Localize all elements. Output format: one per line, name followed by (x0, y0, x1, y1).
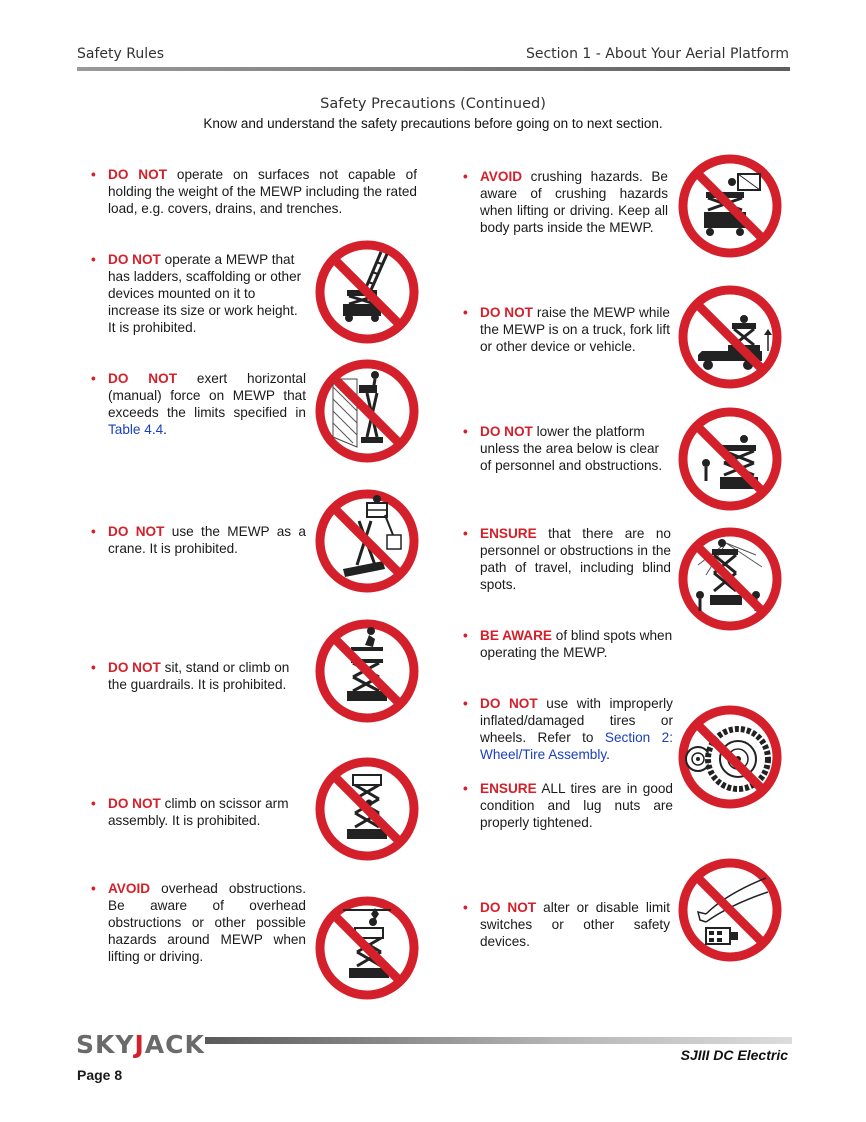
keyword: DO NOT (108, 252, 161, 267)
keyword: DO NOT (480, 900, 537, 915)
item-text: sit, stand or climb on the guardrails. It is prohibited. (108, 660, 290, 692)
travel-path-icon (676, 525, 784, 633)
left-item-ladders (91, 251, 306, 336)
header-left: Safety Rules (77, 46, 165, 62)
keyword: AVOID (108, 881, 151, 896)
bullet: • (91, 660, 96, 675)
damaged-tire-icon (676, 703, 784, 811)
bullet: • (463, 305, 468, 320)
item-text: that there are no personnel or obstructions in the path of travel, including blind spots. (480, 526, 671, 592)
table-link[interactable]: Table 4.4 (108, 422, 164, 437)
logo-part-2: J (134, 1030, 145, 1059)
keyword: DO NOT (480, 696, 538, 711)
item-text-end: . (606, 747, 610, 762)
item-text: climb on scissor arm assembly. It is prohibited. (108, 796, 289, 828)
bullet: • (91, 881, 96, 896)
item-text-end: . (163, 422, 167, 437)
item-text: overhead obstructions. Be aware of overhead obstructions or other possible hazards around MEWP when lifting or driving. (108, 881, 306, 964)
no-ladders-icon (313, 238, 421, 346)
item-text: use with improperly inflated/damaged tires or wheels. Refer to (480, 696, 673, 745)
page-number: Page 8 (77, 1067, 123, 1083)
item-text: operate a MEWP that has ladders, scaffolding or other devices mounted on it to increase its size or work height. It is prohibited. (108, 252, 302, 335)
right-item-switches (463, 899, 670, 950)
no-raise-on-truck-icon (676, 283, 784, 391)
keyword: DO NOT (108, 660, 161, 675)
right-item-tires-condition (463, 780, 673, 831)
no-disable-switch-icon (676, 856, 784, 964)
crushing-hazard-icon (676, 152, 784, 260)
bullet: • (91, 371, 96, 386)
bullet: • (91, 524, 96, 539)
no-lower-personnel-icon (676, 405, 784, 513)
header-right: Section 1 - About Your Aerial Platform (525, 46, 789, 62)
keyword: DO NOT (480, 424, 533, 439)
bullet: • (91, 167, 96, 182)
item-text: raise the MEWP while the MEWP is on a truck, fork lift or other device or vehicle. (480, 305, 670, 354)
logo-part-1: SKY (76, 1030, 135, 1059)
right-item-truck (463, 304, 670, 355)
skyjack-logo (76, 1030, 205, 1059)
bullet: • (463, 696, 468, 711)
bullet: • (463, 900, 468, 915)
keyword: DO NOT (480, 305, 533, 320)
no-climb-scissor-icon (313, 755, 421, 863)
bullet: • (91, 796, 96, 811)
item-text: ALL tires are in good condition and lug nuts are properly tightened. (480, 781, 673, 830)
no-climb-guardrails-icon (313, 617, 421, 725)
section-link[interactable]: Section 2: Wheel/Tire Assembly (480, 730, 673, 762)
header-rule (77, 67, 790, 71)
left-item-force (91, 370, 306, 438)
keyword: BE AWARE (480, 628, 553, 643)
item-text: crushing hazards. Be aware of crushing hazards when lifting or driving. Keep all body parts inside the MEWP. (480, 169, 668, 235)
right-item-blind-spots (463, 627, 675, 661)
keyword: AVOID (480, 169, 523, 184)
bullet: • (463, 781, 468, 796)
left-item-scissor (91, 795, 306, 829)
left-item-surfaces (91, 166, 417, 217)
right-item-tires-damaged (463, 695, 673, 763)
footer-rule (205, 1037, 792, 1044)
footer-model: SJIII DC Electric (680, 1047, 788, 1063)
page-subtitle: Know and understand the safety precautions before going on to next section. (203, 116, 663, 131)
keyword: ENSURE (480, 781, 537, 796)
item-text: of blind spots when operating the MEWP. (480, 628, 673, 660)
bullet: • (463, 424, 468, 439)
keyword: DO NOT (108, 524, 165, 539)
no-horizontal-force-icon (313, 357, 421, 465)
item-text: lower the platform unless the area below is clear of personnel and obstructions. (480, 424, 663, 473)
keyword: DO NOT (108, 796, 161, 811)
logo-part-3: ACK (144, 1030, 205, 1059)
item-text: operate on surfaces not capable of holding the weight of the MEWP including the rated load, e.g. covers, drains, and trenches. (108, 167, 417, 216)
left-item-guardrails (91, 659, 306, 693)
right-item-travel (463, 525, 671, 593)
right-item-lower (463, 423, 672, 474)
bullet: • (463, 169, 468, 184)
bullet: • (463, 526, 468, 541)
left-item-crane (91, 523, 306, 557)
overhead-obstruction-icon (313, 894, 421, 1002)
item-text: alter or disable limit switches or other safety devices. (480, 900, 670, 949)
keyword: ENSURE (480, 526, 537, 541)
page-title: Safety Precautions (Continued) (320, 96, 546, 112)
item-text: exert horizontal (manual) force on MEWP that exceeds the limits specified in (108, 371, 306, 420)
keyword: DO NOT (108, 167, 168, 182)
bullet: • (463, 628, 468, 643)
bullet: • (91, 252, 96, 267)
left-item-overhead (91, 880, 306, 965)
no-crane-icon (313, 487, 421, 595)
right-item-crushing (463, 168, 668, 236)
keyword: DO NOT (108, 371, 177, 386)
item-text: use the MEWP as a crane. It is prohibited. (108, 524, 306, 556)
